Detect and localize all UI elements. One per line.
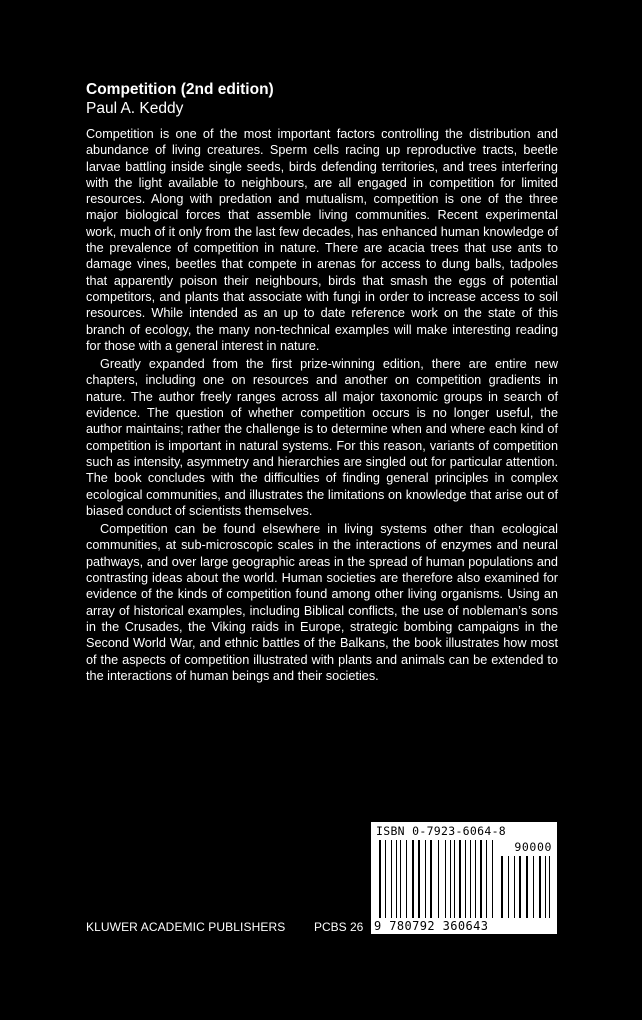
barcode-bar — [539, 856, 541, 918]
barcode-bar — [492, 840, 493, 918]
barcode-bar — [526, 856, 528, 918]
barcode-bar — [445, 840, 446, 918]
blurb-paragraph-3: Competition can be found elsewhere in living systems other than ecological communities, at sub-microscopic scales in the interactions of enzymes and neural pathways, and over large geographic areas in the spread of human populations and contrasting ideas about the world. Human societies are therefore also examined for evidence of the kinds of competition found among other living organisms. Using an array of historical examples, including Biblical conflicts, the use of nobleman’s sons in the Crusades, the Viking raids in Europe, strategic bombing campaigns in the Second World War, and ethnic battles of the Balkans, the book illustrates how most of the aspects of competition illustrated with plants and animals can be extended to the interactions of human beings and their societies. — [86, 522, 558, 683]
ean-barcode-bars — [379, 840, 497, 918]
barcode-bar — [430, 840, 432, 918]
barcode-bar — [385, 840, 386, 918]
price-addon-label: 90000 — [514, 840, 552, 854]
barcode-bar — [533, 856, 534, 918]
barcode-bar — [508, 856, 509, 918]
barcode-bar — [545, 856, 546, 918]
barcode-bar — [379, 840, 381, 918]
blurb-paragraph-2: Greatly expanded from the first prize-winning edition, there are entire new chapters, including one on resources and another on competition gradients in nature. The author freely ranges across all major taxonomic groups in search of evidence. The question of whether competition occurs is no longer useful, the author maintains; rather the challenge is to determine when and where each kind of competition is important in natural systems. For this reason, variants of competition such as intensity, asymmetry and hierarchies are singled out for particular attention. The book concludes with the difficulties of finding general principles in complex ecological communities, and illustrates the limitations on knowledge that arise out of biased conduct of scientists themselves. — [86, 357, 558, 518]
barcode-bar — [480, 840, 482, 918]
barcode-bar — [549, 856, 550, 918]
ean-digits: 9 780792 360643 — [374, 919, 489, 933]
series-code: PCBS 26 — [314, 920, 364, 934]
barcode-bar — [470, 840, 471, 918]
barcode-bar — [465, 840, 466, 918]
barcode-bar — [454, 840, 455, 918]
barcode-bar — [475, 840, 476, 918]
blurb-paragraph-1: Competition is one of the most important factors controlling the distribution and abundance of living creatures. Sperm cells racing up reproductive tracts, beetle larvae battling inside single seeds, birds defending territories, and trees interfering with the light available to neighbours, are all engaged in competition for limited resources. Along with predation and mutualism, competition is one of the three major biological forces that assemble living communities. Recent experimental work, much of it only from the last few decades, has enhanced human knowledge of the prevalence of competition in nature. There are acacia trees that use ants to damage vines, beetles that compete in arenas for access to dung balls, tadpoles that apparently poison their neighbours, birds that smash the eggs of potential competitors, and plants that associate with fungi in order to increase access to soil resources. While intended as an up to date reference work on the state of this branch of ecology, the many non-technical examples will make interesting reading for those with a general interest in nature. — [86, 127, 558, 353]
barcode-bar — [459, 840, 461, 918]
barcode-bar — [501, 856, 503, 918]
barcode-bar — [391, 840, 392, 918]
barcode-bar — [412, 840, 414, 918]
book-title: Competition (2nd edition) — [86, 81, 274, 98]
barcode-bar — [418, 840, 420, 918]
barcode-bar — [486, 840, 487, 918]
barcode-bar — [396, 840, 397, 918]
barcode-bar — [450, 840, 451, 918]
publisher-name: KLUWER ACADEMIC PUBLISHERS — [86, 920, 286, 934]
barcode-bar — [406, 840, 407, 918]
isbn-label: ISBN 0-7923-6064-8 — [376, 824, 507, 838]
back-cover-text — [86, 80, 558, 686]
isbn-barcode — [371, 822, 557, 934]
barcode-bar — [438, 840, 439, 918]
addon-barcode-bars — [501, 856, 551, 918]
barcode-bar — [400, 840, 401, 918]
barcode-bar — [519, 856, 521, 918]
book-author: Paul A. Keddy — [86, 100, 184, 117]
barcode-bar — [425, 840, 426, 918]
barcode-bar — [514, 856, 515, 918]
